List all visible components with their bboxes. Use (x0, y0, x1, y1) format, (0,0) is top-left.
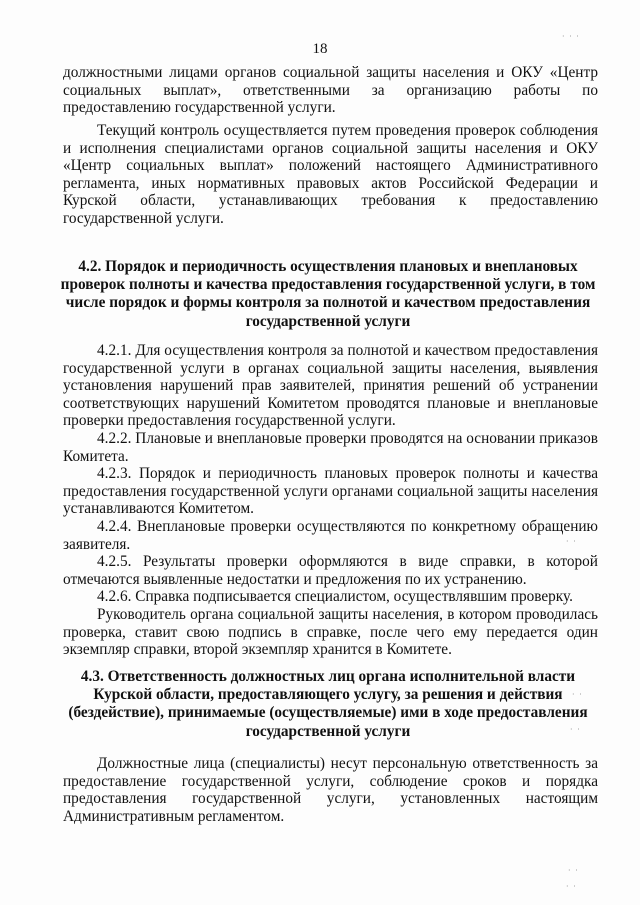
paragraph-inspection-signature: Руководитель органа социальной защиты населения, в котором проводилась проверка, ставит свою подпись в справке, после чего ему передается один экземпляр справки, второй экземпляр хранится в Комитете. (63, 606, 598, 659)
paragraph-4-2-3: 4.2.3. Порядок и периодичность плановых проверок полноты и качества предоставления государственной услуги органами социальной защиты населения устанавливаются Комитетом. (63, 465, 598, 518)
paragraph-4-2-1: 4.2.1. Для осуществления контроля за полнотой и качеством предоставления государственной услуги в органах социальной защиты населения, выявления установления нарушений прав заявителей, принятия решений об устранении соответствующих нарушений Комитетом проводятся плановые и внеплановые проверки предоставления государственной услуги. (63, 342, 598, 430)
paragraph-4-2-5: 4.2.5. Результаты проверки оформляются в виде справки, в которой отмечаются выявленные недостатки и предложения по их устранению. (63, 553, 598, 588)
paragraph-4-3-responsibility: Должностные лица (специалисты) несут персональную ответственность за предоставление государственной услуги, соблюдение сроков и порядка предоставления государственной услуги, установленных настоящим Административным регламентом. (63, 755, 598, 825)
scan-speck: · · (570, 725, 581, 734)
scan-speck: · · (566, 882, 577, 891)
scan-speck: · · (568, 866, 579, 875)
page-number: 18 (312, 41, 328, 57)
section-heading-4-3: 4.3. Ответственность должностных лиц органа исполнительной власти Курской области, предоставляющего услугу, за решения и действия (бездействие), принимаемые (осуществляемые) ими в ходе предоставления государственной услуги (68, 668, 588, 740)
paragraph-4-2-2: 4.2.2. Плановые и внеплановые проверки проводятся на основании приказов Комитета. (63, 430, 598, 465)
section-heading-4-2: 4.2. Порядок и периодичность осуществления плановых и внеплановых проверок полноты и качества предоставления государственной услуги, в том числе порядок и формы контроля за полнотой и качеством предоставления государственной услуги (60, 258, 596, 330)
paragraph-4-2-6: 4.2.6. Справка подписывается специалистом, осуществлявшим проверку. (97, 588, 573, 605)
paragraph-intro: должностными лицами органов социальной защиты населения и ОКУ «Центр социальных выплат», ответственными за организацию работы по предоставлению государственной услуги. (63, 64, 598, 117)
paragraph-4-2-4: 4.2.4. Внеплановые проверки осуществляются по конкретному обращению заявителя. (63, 518, 598, 553)
scan-speck: · · (572, 690, 583, 699)
paragraph-current-control: Текущий контроль осуществляется путем проведения проверок соблюдения и исполнения специалистами органов социальной защиты населения и ОКУ «Центр социальных выплат» положений настоящего Административного регламента, иных нормативных правовых актов Российской Федерации и Курской области, устанавливающих требования к предоставлению государственной услуги. (63, 122, 598, 227)
scan-speck: · · (566, 537, 577, 546)
scan-speck: · · · (562, 32, 580, 41)
